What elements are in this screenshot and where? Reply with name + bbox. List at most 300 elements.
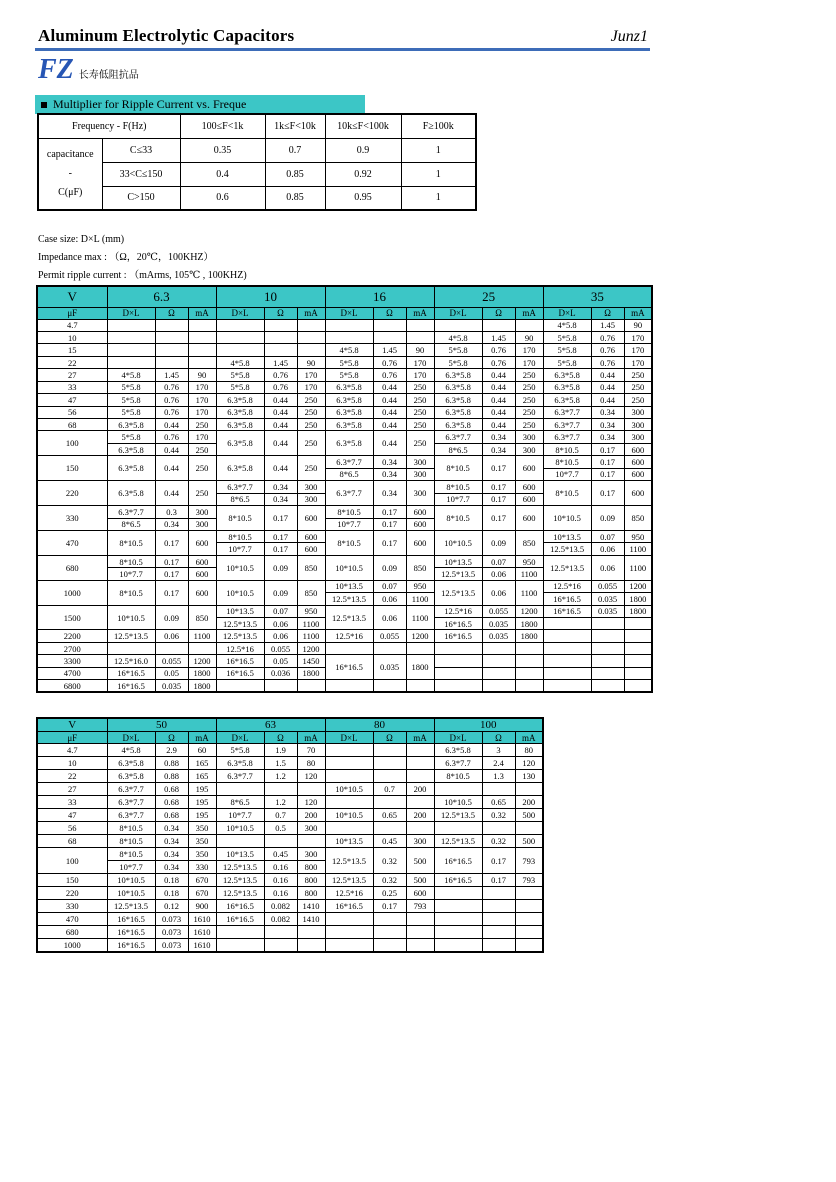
spec-cell: 0.44 xyxy=(591,369,624,381)
spec-cell: 0.17 xyxy=(482,874,515,887)
spec-cell: 0.09 xyxy=(264,555,297,580)
spec-cell xyxy=(188,319,216,331)
spec-cell xyxy=(107,331,155,343)
spec-cell xyxy=(107,319,155,331)
spec-cell xyxy=(264,926,297,939)
freq-row xyxy=(38,162,476,186)
spec-cell xyxy=(373,331,406,343)
spec-cell: 250 xyxy=(297,419,325,431)
spec-cell: 6.3*5.8 xyxy=(107,757,155,770)
spec-cell: 0.06 xyxy=(264,630,297,642)
spec-cell: 0.09 xyxy=(482,530,515,555)
spec-cell: 0.44 xyxy=(373,419,406,431)
spec-cell: 170 xyxy=(515,356,543,368)
spec-cell xyxy=(264,319,297,331)
spec-cell: 6.3*5.8 xyxy=(434,394,482,406)
spec-cell: 300 xyxy=(515,431,543,443)
spec-cell xyxy=(591,618,624,630)
spec-row xyxy=(37,419,652,431)
spec-cell: 8*10.5 xyxy=(325,506,373,518)
spec-cell: 0.45 xyxy=(373,835,406,848)
spec-cell: 12.5*13.5 xyxy=(107,630,155,642)
spec-cell xyxy=(482,667,515,679)
spec-cell: 10*7.7 xyxy=(325,518,373,530)
capacitance-value: 100 xyxy=(37,431,107,456)
spec-cell: 12.5*13.5 xyxy=(216,861,264,874)
spec-cell xyxy=(325,319,373,331)
spec-cell xyxy=(515,900,543,913)
spec-cell: 0.17 xyxy=(155,580,188,605)
spec-cell: 1.45 xyxy=(264,356,297,368)
sub-header: mA xyxy=(188,732,216,744)
spec-cell: 12.5*16 xyxy=(325,630,373,642)
spec-cell: 950 xyxy=(515,555,543,567)
capacitance-value: 150 xyxy=(37,456,107,481)
spec-cell: 90 xyxy=(188,369,216,381)
spec-cell: 170 xyxy=(297,369,325,381)
spec-cell: 0.3 xyxy=(155,506,188,518)
spec-cell xyxy=(543,655,591,667)
spec-cell: 120 xyxy=(297,796,325,809)
spec-cell: 12.5*13.5 xyxy=(216,874,264,887)
voltage-value: 63 xyxy=(216,718,325,732)
spec-cell: 8*6.5 xyxy=(107,518,155,530)
spec-cell: 250 xyxy=(624,394,652,406)
spec-cell: 0.76 xyxy=(155,394,188,406)
spec-cell: 6.3*5.8 xyxy=(325,431,373,456)
spec-cell: 0.44 xyxy=(482,394,515,406)
spec-cell: 0.32 xyxy=(482,809,515,822)
spec-cell: 350 xyxy=(188,848,216,861)
spec-cell: 850 xyxy=(515,530,543,555)
spec-cell: 0.06 xyxy=(591,555,624,580)
spec-cell: 0.035 xyxy=(482,630,515,642)
spec-cell: 0.17 xyxy=(373,530,406,555)
spec-cell: 0.17 xyxy=(482,506,515,531)
spec-cell xyxy=(515,783,543,796)
spec-row xyxy=(37,913,543,926)
spec-cell: 12.5*13.5 xyxy=(434,568,482,580)
brand-name: Junz1 xyxy=(610,28,648,45)
spec-cell: 0.44 xyxy=(155,443,188,455)
spec-cell: 10*13.5 xyxy=(434,555,482,567)
spec-cell: 170 xyxy=(624,356,652,368)
spec-cell: 170 xyxy=(515,344,543,356)
spec-cell xyxy=(264,680,297,692)
spec-cell: 6.3*5.8 xyxy=(325,419,373,431)
spec-row xyxy=(37,394,652,406)
spec-cell: 12.5*13.5 xyxy=(434,809,482,822)
spec-cell: 1410 xyxy=(297,913,325,926)
freq-header: Frequency - F(Hz) xyxy=(38,114,180,138)
spec-cell: 8*10.5 xyxy=(216,530,264,542)
spec-cell xyxy=(434,887,482,900)
spec-cell: 200 xyxy=(406,783,434,796)
spec-cell: 300 xyxy=(188,518,216,530)
spec-cell: 1.9 xyxy=(264,744,297,757)
spec-cell: 1100 xyxy=(188,630,216,642)
spec-cell: 300 xyxy=(624,419,652,431)
spec-cell: 0.09 xyxy=(591,506,624,531)
sub-header: Ω xyxy=(591,307,624,319)
spec-cell: 1100 xyxy=(406,593,434,605)
spec-cell xyxy=(434,913,482,926)
multiplier-value: 0.6 xyxy=(180,186,265,210)
spec-cell xyxy=(434,319,482,331)
cap-range: C≤33 xyxy=(102,138,180,162)
spec-cell: 12.5*16.0 xyxy=(107,655,155,667)
spec-cell: 0.68 xyxy=(155,796,188,809)
spec-cell xyxy=(406,331,434,343)
page-header xyxy=(38,26,650,46)
spec-cell: 12.5*13.5 xyxy=(543,543,591,555)
capacitance-value: 33 xyxy=(37,796,107,809)
spec-cell: 0.17 xyxy=(373,506,406,518)
spec-cell: 90 xyxy=(624,319,652,331)
spec-cell: 8*10.5 xyxy=(434,506,482,531)
spec-cell xyxy=(406,796,434,809)
spec-cell: 0.06 xyxy=(482,568,515,580)
spec-cell: 6.3*7.7 xyxy=(325,456,373,468)
spec-cell: 165 xyxy=(188,757,216,770)
spec-cell: 250 xyxy=(188,456,216,481)
spec-cell xyxy=(107,344,155,356)
spec-cell: 800 xyxy=(297,874,325,887)
voltage-value: 100 xyxy=(434,718,543,732)
freq-row xyxy=(38,186,476,210)
spec-cell: 16*16.5 xyxy=(107,680,155,692)
spec-cell: 0.44 xyxy=(591,394,624,406)
sub-header: D×L xyxy=(325,732,373,744)
spec-cell: 2.4 xyxy=(482,757,515,770)
spec-cell: 170 xyxy=(624,331,652,343)
spec-cell: 0.76 xyxy=(155,381,188,393)
spec-cell: 170 xyxy=(406,356,434,368)
multiplier-value: 0.9 xyxy=(325,138,401,162)
capacitance-value: 4700 xyxy=(37,667,107,679)
spec-cell xyxy=(216,331,264,343)
capacitance-value: 68 xyxy=(37,835,107,848)
spec-cell: 0.17 xyxy=(482,848,515,874)
spec-cell: 850 xyxy=(624,506,652,531)
spec-row xyxy=(37,344,652,356)
spec-cell: 0.76 xyxy=(591,344,624,356)
spec-cell: 0.34 xyxy=(373,468,406,480)
spec-cell xyxy=(543,618,591,630)
spec-cell: 10*10.5 xyxy=(434,530,482,555)
spec-cell: 16*16.5 xyxy=(325,655,373,680)
capacitance-value: 680 xyxy=(37,926,107,939)
spec-cell: 0.17 xyxy=(264,506,297,531)
spec-cell: 10*13.5 xyxy=(543,530,591,542)
spec-cell: 6.3*5.8 xyxy=(434,406,482,418)
spec-cell xyxy=(264,344,297,356)
spec-cell: 250 xyxy=(297,406,325,418)
spec-cell: 250 xyxy=(406,394,434,406)
spec-cell: 1800 xyxy=(188,680,216,692)
spec-cell: 600 xyxy=(188,568,216,580)
header-divider xyxy=(35,48,650,51)
freq-col-header: F≥100k xyxy=(401,114,476,138)
spec-cell: 0.17 xyxy=(591,468,624,480)
spec-cell: 8*10.5 xyxy=(107,555,155,567)
spec-cell xyxy=(406,319,434,331)
voltage-value: 25 xyxy=(434,286,543,307)
spec-cell: 1.45 xyxy=(482,331,515,343)
spec-cell: 250 xyxy=(188,443,216,455)
page-title: Aluminum Electrolytic Capacitors xyxy=(38,26,295,45)
spec-cell xyxy=(406,744,434,757)
spec-cell: 1100 xyxy=(624,555,652,580)
spec-cell: 6.3*5.8 xyxy=(325,406,373,418)
spec-cell: 1800 xyxy=(515,618,543,630)
multiplier-value: 1 xyxy=(401,186,476,210)
capacitance-value: 470 xyxy=(37,913,107,926)
spec-cell xyxy=(216,783,264,796)
spec-cell xyxy=(591,667,624,679)
spec-cell: 0.06 xyxy=(264,618,297,630)
spec-cell xyxy=(482,926,515,939)
spec-cell xyxy=(373,757,406,770)
spec-cell: 12.5*16 xyxy=(434,605,482,617)
spec-cell: 6.3*7.7 xyxy=(434,757,482,770)
spec-cell: 10*10.5 xyxy=(107,887,155,900)
sub-header: D×L xyxy=(107,307,155,319)
spec-cell: 170 xyxy=(188,406,216,418)
spec-cell xyxy=(434,939,482,952)
spec-cell xyxy=(325,744,373,757)
spec-cell xyxy=(482,822,515,835)
capacitance-value: 47 xyxy=(37,809,107,822)
spec-cell xyxy=(373,319,406,331)
spec-cell xyxy=(155,319,188,331)
spec-cell: 170 xyxy=(406,369,434,381)
spec-cell: 6.3*7.7 xyxy=(543,419,591,431)
spec-cell: 16*16.5 xyxy=(434,848,482,874)
spec-cell: 10*7.7 xyxy=(216,543,264,555)
spec-cell: 16*16.5 xyxy=(216,913,264,926)
spec-cell: 1100 xyxy=(515,580,543,605)
spec-cell xyxy=(297,835,325,848)
spec-cell: 300 xyxy=(515,443,543,455)
spec-cell xyxy=(406,913,434,926)
spec-cell: 250 xyxy=(624,369,652,381)
spec-cell: 10*10.5 xyxy=(434,796,482,809)
spec-cell: 200 xyxy=(406,809,434,822)
spec-cell xyxy=(297,344,325,356)
spec-cell: 0.17 xyxy=(482,493,515,505)
spec-cell: 12.5*16 xyxy=(543,580,591,592)
spec-cell: 600 xyxy=(297,543,325,555)
spec-cell: 12.5*13.5 xyxy=(543,555,591,580)
spec-cell: 0.32 xyxy=(373,848,406,874)
multiplier-value: 1 xyxy=(401,138,476,162)
spec-cell xyxy=(297,939,325,952)
spec-cell: 330 xyxy=(188,861,216,874)
spec-cell: 0.17 xyxy=(591,456,624,468)
spec-cell: 1800 xyxy=(297,667,325,679)
spec-cell xyxy=(515,680,543,692)
spec-cell xyxy=(188,642,216,654)
spec-cell: 250 xyxy=(297,456,325,481)
spec-cell xyxy=(543,642,591,654)
spec-row xyxy=(37,939,543,952)
spec-cell xyxy=(515,667,543,679)
spec-cell: 120 xyxy=(297,770,325,783)
spec-cell: 6.3*5.8 xyxy=(107,443,155,455)
sub-header: mA xyxy=(515,307,543,319)
spec-cell: 16*16.5 xyxy=(434,618,482,630)
spec-cell xyxy=(297,680,325,692)
spec-cell: 850 xyxy=(406,555,434,580)
sub-header: Ω xyxy=(373,732,406,744)
section-header xyxy=(35,95,365,114)
spec-cell: 16*16.5 xyxy=(543,593,591,605)
capacitance-value: 22 xyxy=(37,770,107,783)
spec-cell xyxy=(482,783,515,796)
spec-cell xyxy=(264,783,297,796)
spec-cell: 200 xyxy=(297,809,325,822)
spec-cell: 12.5*13.5 xyxy=(325,605,373,630)
spec-cell xyxy=(434,900,482,913)
spec-cell xyxy=(216,344,264,356)
capacitance-value: 680 xyxy=(37,555,107,580)
spec-cell xyxy=(373,770,406,783)
spec-row xyxy=(37,887,543,900)
spec-cell xyxy=(325,770,373,783)
spec-cell xyxy=(188,331,216,343)
spec-cell xyxy=(216,680,264,692)
spec-cell: 250 xyxy=(406,381,434,393)
spec-cell: 8*10.5 xyxy=(543,481,591,506)
sub-header: D×L xyxy=(434,732,482,744)
spec-cell: 793 xyxy=(515,874,543,887)
spec-cell: 10*7.7 xyxy=(543,468,591,480)
spec-cell: 0.76 xyxy=(155,406,188,418)
spec-cell: 4*5.8 xyxy=(434,331,482,343)
spec-cell: 250 xyxy=(515,381,543,393)
spec-cell: 0.76 xyxy=(482,344,515,356)
spec-cell xyxy=(482,319,515,331)
spec-cell: 0.45 xyxy=(264,848,297,861)
spec-cell: 0.88 xyxy=(155,770,188,783)
spec-cell: 600 xyxy=(188,530,216,555)
spec-cell: 4*5.8 xyxy=(216,356,264,368)
spec-cell: 170 xyxy=(188,381,216,393)
spec-cell: 1800 xyxy=(188,667,216,679)
spec-cell: 170 xyxy=(624,344,652,356)
spec-cell: 0.17 xyxy=(591,481,624,506)
spec-cell xyxy=(297,331,325,343)
sub-header: D×L xyxy=(216,307,264,319)
spec-cell: 600 xyxy=(406,506,434,518)
spec-cell: 10*13.5 xyxy=(216,848,264,861)
spec-cell: 16*16.5 xyxy=(216,655,264,667)
sub-header: mA xyxy=(297,732,325,744)
spec-cell: 0.09 xyxy=(264,580,297,605)
voltage-label: V xyxy=(37,718,107,732)
spec-cell: 6.3*7.7 xyxy=(434,431,482,443)
spec-cell: 10*13.5 xyxy=(325,835,373,848)
spec-cell: 600 xyxy=(515,481,543,493)
spec-cell: 0.05 xyxy=(155,667,188,679)
spec-cell: 250 xyxy=(297,394,325,406)
spec-cell: 300 xyxy=(297,481,325,493)
spec-cell: 0.7 xyxy=(373,783,406,796)
spec-cell xyxy=(624,618,652,630)
spec-cell: 0.34 xyxy=(155,835,188,848)
sub-header: mA xyxy=(297,307,325,319)
spec-row xyxy=(37,406,652,418)
spec-cell: 1100 xyxy=(624,543,652,555)
spec-cell: 5*5.8 xyxy=(325,369,373,381)
spec-cell: 0.09 xyxy=(155,605,188,630)
spec-cell: 6.3*5.8 xyxy=(216,431,264,456)
spec-table-high-voltage xyxy=(36,717,544,953)
capacitance-value: 1000 xyxy=(37,939,107,952)
voltage-header-row xyxy=(37,286,652,307)
spec-cell: 0.082 xyxy=(264,913,297,926)
spec-cell: 300 xyxy=(297,848,325,861)
spec-cell: 10*10.5 xyxy=(325,783,373,796)
capacitance-value: 47 xyxy=(37,394,107,406)
spec-cell: 250 xyxy=(515,406,543,418)
spec-cell: 6.3*7.7 xyxy=(107,506,155,518)
cap-range: C>150 xyxy=(102,186,180,210)
spec-cell: 0.44 xyxy=(373,394,406,406)
spec-cell: 6.3*7.7 xyxy=(216,770,264,783)
spec-cell: 6.3*7.7 xyxy=(325,481,373,506)
spec-cell: 0.44 xyxy=(264,419,297,431)
spec-cell xyxy=(515,642,543,654)
spec-cell: 170 xyxy=(188,394,216,406)
spec-table-body xyxy=(37,744,543,952)
spec-cell: 1200 xyxy=(406,630,434,642)
cap-line: capacitance xyxy=(46,149,94,161)
spec-cell xyxy=(107,642,155,654)
spec-cell xyxy=(373,796,406,809)
spec-cell: 0.44 xyxy=(264,456,297,481)
series-line xyxy=(38,56,139,84)
spec-cell: 0.07 xyxy=(264,605,297,617)
capacitance-value: 1500 xyxy=(37,605,107,630)
spec-cell xyxy=(591,642,624,654)
spec-cell: 8*10.5 xyxy=(325,530,373,555)
spec-row xyxy=(37,356,652,368)
spec-cell: 0.05 xyxy=(264,655,297,667)
capacitance-value: 4.7 xyxy=(37,744,107,757)
spec-cell: 0.34 xyxy=(591,431,624,443)
note-ripple: Permit ripple current : （mArms, 105℃ , 100KHZ) xyxy=(38,270,247,281)
spec-cell: 250 xyxy=(515,419,543,431)
spec-cell: 0.34 xyxy=(264,481,297,493)
spec-cell xyxy=(373,822,406,835)
spec-row xyxy=(37,680,652,692)
spec-cell: 0.035 xyxy=(591,593,624,605)
note-impedance: Impedance max : （Ω，20℃，100KHZ） xyxy=(38,252,214,263)
spec-cell xyxy=(434,783,482,796)
spec-cell: 10*10.5 xyxy=(107,874,155,887)
spec-cell xyxy=(482,913,515,926)
spec-cell: 850 xyxy=(297,580,325,605)
spec-row xyxy=(37,319,652,331)
capacitance-value: 330 xyxy=(37,900,107,913)
spec-cell: 0.44 xyxy=(155,456,188,481)
spec-cell: 0.76 xyxy=(373,369,406,381)
spec-cell: 6.3*5.8 xyxy=(216,419,264,431)
sub-header: Ω xyxy=(155,307,188,319)
spec-cell xyxy=(373,913,406,926)
